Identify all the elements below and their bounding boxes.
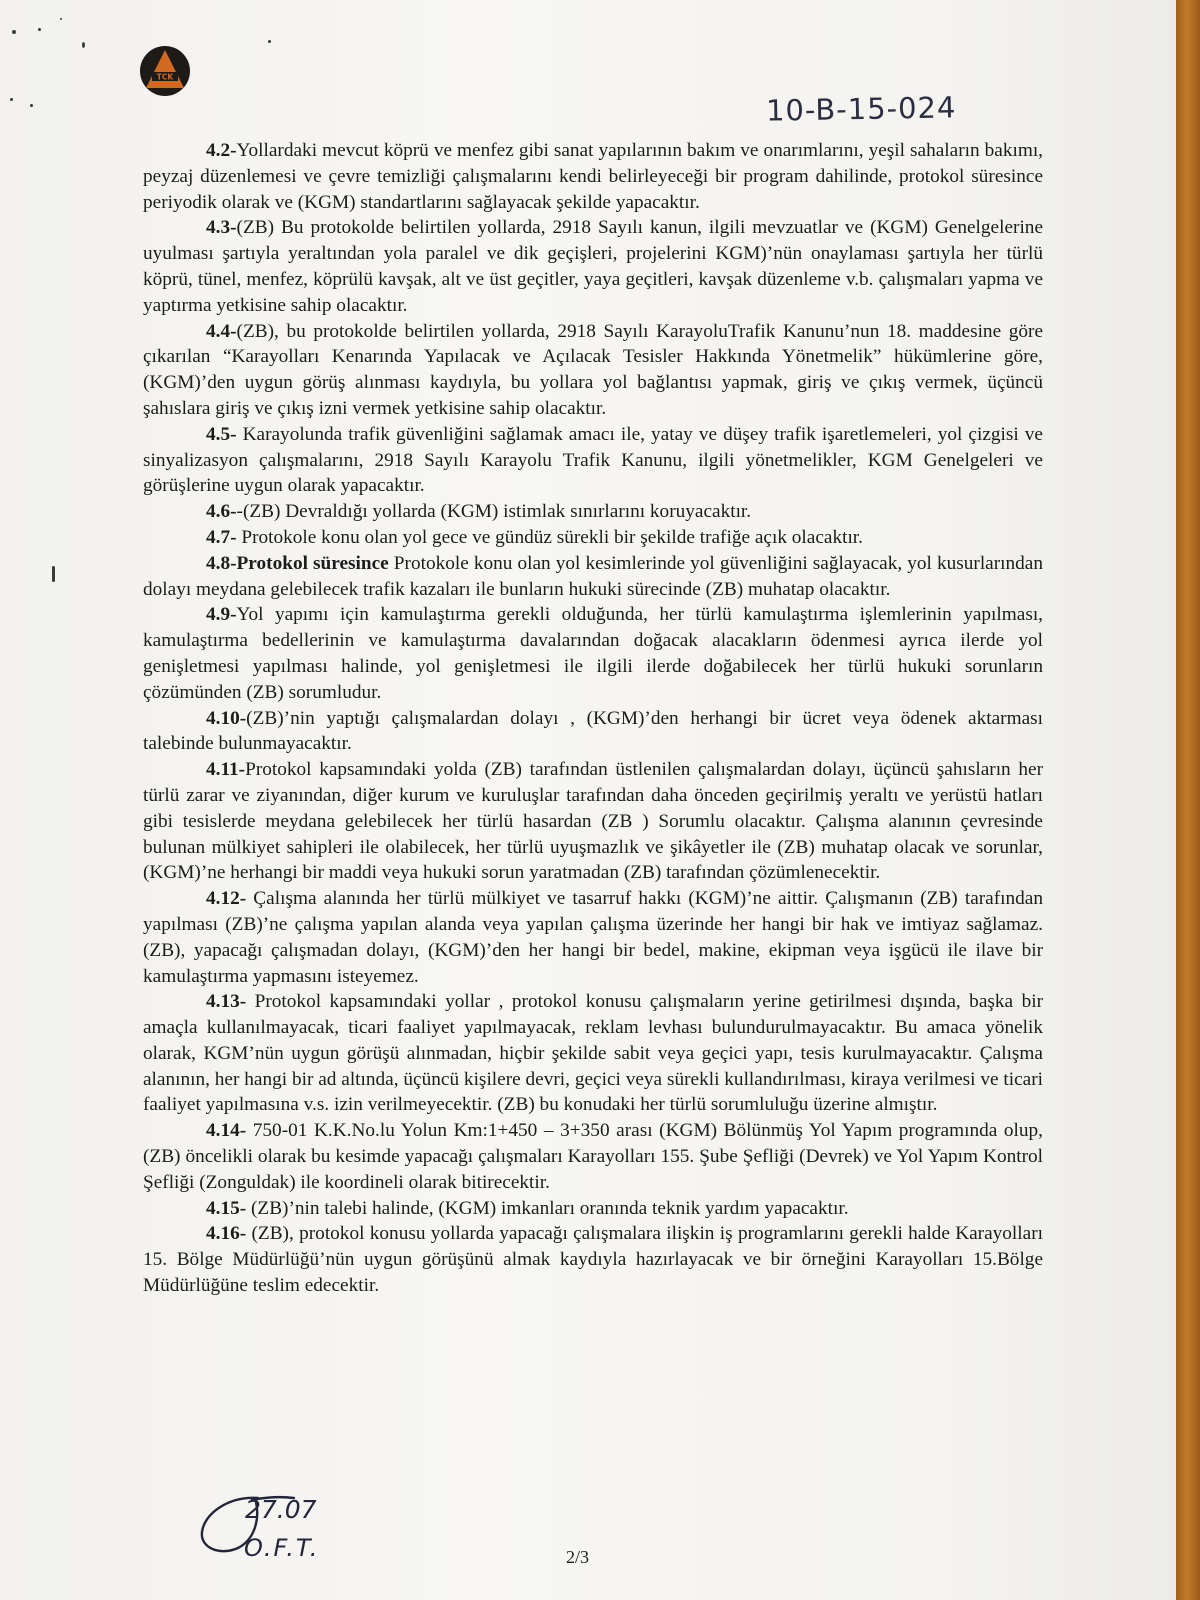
clause-text: Yollardaki mevcut köprü ve menfez gibi sanat yapılarının bakım ve onarımlarını, yeşil sahaların bakımı, peyzaj düzenlemesi ve çevre temizliği çalışmalarını kendi belirleyeceği bir program dahilinde, protokol süresince periyodik olarak ve (KGM) standartlarını sağlayacak şekilde yapacaktır. xyxy=(143,140,1043,213)
scan-speck xyxy=(268,40,271,43)
clause-4-8 xyxy=(143,551,1043,603)
clause-number: 4.15- xyxy=(206,1197,247,1219)
clause-text: (ZB)’nin talebi halinde, (KGM) imkanları oranında teknik yardım yapacaktır. xyxy=(246,1197,849,1219)
scan-speck xyxy=(60,18,62,20)
clause-4-15 xyxy=(143,1196,1043,1222)
clause-text: Çalışma alanında her türlü mülkiyet ve tasarruf hakkı (KGM)’ne aittir. Çalışmanın (ZB) tarafından yapılması (ZB)’ne çalışma yapılan alanda veya yapılan çalışma üzerinde her hangi bir hak ve imtiyaz sağlamaz. (ZB), yapacağı çalışmadan dolayı, (KGM)’den her hangi bir bedel, makine, ekipman veya işgücü ile ilave bir kamulaştırma yapmasını isteyemez. xyxy=(143,888,1043,987)
clause-4-11 xyxy=(143,757,1043,886)
page-number: 2/3 xyxy=(566,1547,590,1567)
clause-4-5 xyxy=(143,422,1043,499)
scan-speck xyxy=(12,30,16,34)
signature-date: 27.07 xyxy=(245,1495,317,1524)
clause-number: 4.11- xyxy=(206,759,246,781)
page-edge-background xyxy=(1176,0,1200,1600)
clause-text: Karayolunda trafik güvenliğini sağlamak amacı ile, yatay ve düşey trafik işaretlemeleri, yol çizgisi ve sinyalizasyon çalışmalarını, 2918 Sayılı Karayolu Trafik Kanunu, ilgili yönetmelikler, KGM Genelgeleri ve görüşlerine uygun olarak yapacaktır. xyxy=(143,423,1043,497)
clause-4-16 xyxy=(143,1221,1043,1298)
clause-text: (ZB), bu protokolde belirtilen yollarda, 2918 Sayılı KarayoluTrafik Kanunu’nun 18. maddesine göre çıkarılan “Karayolları Kenarında Yapılacak ve Açılacak Tesisler Hakkında Yönetmelik” hükümlerine göre, (KGM)’den uygun görüş alınması kaydıyla, bu yollara yol bağlantısı yapmak, giriş ve çıkış vermek, üçüncü şahıslara giriş ve çıkış izni vermek yetkisine sahip olacaktır. xyxy=(143,320,1043,419)
clause-number: 4.4- xyxy=(206,320,237,342)
clause-text: Protokol kapsamındaki yollar , protokol konusu çalışmaların yerine getirilmesi dışında, başka bir amaçla kullanılmayacak, ticari faaliyet yapılmayacak, reklam levhası bulundurulmayacaktır. Bu amaca yönelik olarak, KGM’nün uygun görüşü alınmadan, hiçbir şekilde sabit veya geçici yapı, tesis kurulmayacaktır. Çalışma alanının, her hangi bir ad altında, üçüncü kişilere devri, geçici veya sürekli kullandırılması, kiraya verilmesi ve ticari faaliyet yapılmasına v.s. izin verilmeyecektir. (ZB) bu konudaki her türlü sorumluluğu üzerine almıştır. xyxy=(143,991,1043,1116)
clause-text: (ZB)’nin yaptığı çalışmalardan dolayı , (KGM)’den herhangi bir ücret veya ödenek aktarması talebinde bulunmayacaktır. xyxy=(143,707,1043,755)
clause-number: 4.6- xyxy=(206,501,237,523)
clause-number: 4.16- xyxy=(206,1223,247,1245)
scan-speck xyxy=(38,28,41,31)
clause-number: 4.12- xyxy=(206,888,247,910)
scan-speck xyxy=(10,98,13,101)
clause-4-6 xyxy=(143,499,1043,525)
clause-text: Protokol kapsamındaki yolda (ZB) tarafından üstlenilen çalışmalardan dolayı, üçüncü şahısların her türlü zarar ve ziyanından, diğer kurum ve kuruluşlar tarafından daha önceden geçirilmiş yeraltı ve yerüstü hatları gibi tesislerde meydana gelebilecek her türlü hasardan (ZB ) Sorumlu olacaktır. Çalışma alanının çevresinde bulunan mülkiyet sahipleri ile olabilecek, her türlü uyuşmazlık ve şikâyetler ile (ZB) muhatap olacak ve sorunlar, (KGM)’ne herhangi bir maddi veya hukuki sorun yaratmadan (ZB) tarafından çözümlenecektir. xyxy=(143,759,1043,884)
clause-number: 4.8- xyxy=(206,552,237,574)
document-number: 10-B-15-024 xyxy=(765,90,957,128)
clause-4-2 xyxy=(143,138,1043,215)
clause-number: 4.2- xyxy=(206,140,237,161)
clause-text: (ZB), protokol konusu yollarda yapacağı çalışmalara ilişkin iş programlarını gerekli halde Karayolları 15. Bölge Müdürlüğü’nün uygun görüşünü almak kaydıyla hazırlayacak ve bir örneğini Karayolları 15.Bölge Müdürlüğüne teslim edecektir. xyxy=(143,1223,1043,1297)
clause-4-10 xyxy=(143,706,1043,758)
clause-4-9 xyxy=(143,602,1043,705)
clause-number: 4.5- xyxy=(206,423,237,445)
clause-number: 4.3- xyxy=(206,217,237,239)
clause-text: 750-01 K.K.No.lu Yolun Km:1+450 – 3+350 arası (KGM) Bölünmüş Yol Yapım programında olup, (ZB) öncelikli olarak bu kesimde yapacağı çalışmaları Karayolları 155. Şube Şefliği (Devrek) ve Yol Yapım Kontrol Şefliği (Zonguldak) ile koordineli olarak bitirecektir. xyxy=(143,1120,1043,1193)
clause-number: 4.13- xyxy=(206,991,247,1013)
clause-number: 4.9- xyxy=(206,604,237,626)
clause-number: 4.14- xyxy=(206,1120,247,1142)
clause-text: Protokole konu olan yol gece ve gündüz sürekli bir şekilde trafiğe açık olacaktır. xyxy=(236,526,863,548)
scan-speck xyxy=(30,104,33,107)
clause-number: 4.7- xyxy=(206,526,237,548)
clause-text: -(ZB) Devraldığı yollarda (KGM) istimlak sınırlarını koruyacaktır. xyxy=(236,501,752,523)
clause-4-4 xyxy=(143,319,1043,422)
scan-speck xyxy=(52,566,55,582)
clause-text: Protokole konu olan yol kesimlerinde yol güvenliğini sağlayacak, yol kusurlarından dolayı meydana gelebilecek trafik kazaları ile bunların hukuki sürecinde (ZB) muhatap olacaktır. xyxy=(143,552,1043,600)
clause-4-7 xyxy=(143,525,1043,551)
logo-text: TCK xyxy=(156,72,174,82)
signature-initials: O.F.T. xyxy=(244,1534,320,1562)
clause-4-13 xyxy=(143,989,1043,1118)
kgm-logo xyxy=(138,44,192,98)
clause-number: 4.10- xyxy=(206,707,247,729)
clause-4-3 xyxy=(143,215,1043,318)
scan-speck xyxy=(82,42,85,48)
clause-4-14 xyxy=(143,1118,1043,1195)
document-body xyxy=(143,138,1043,1299)
clause-bold-text: Protokol süresince xyxy=(236,552,389,574)
clause-4-12 xyxy=(143,886,1043,989)
clause-text: Yol yapımı için kamulaştırma gerekli olduğunda, her türlü kamulaştırma işlemlerinin yapılması, kamulaştırma bedellerinin ve kamulaştırma davalarından doğacak alacakların ödenmesi ayrıca ilerde yol genişletmesi yapılması halinde, yol genişletmesi ile ilgili ilerde doğabilecek her türlü hukuki sorunların çözümünden (ZB) sorumludur. xyxy=(143,604,1043,703)
clause-text: (ZB) Bu protokolde belirtilen yollarda, 2918 Sayılı kanun, ilgili mevzuatlar ve (KGM) Genelgelerine uyulması şartıyla yeraltından yola paralel ve dik geçişleri, projelerini KGM)’nün onaylaması şartıyla her türlü köprü, tünel, menfez, köprülü kavşak, alt ve üst geçitler, yaya geçitleri, kavşak düzenleme v.b. çalışmaları yapma ve yaptırma yetkisine sahip olacaktır. xyxy=(143,217,1043,316)
